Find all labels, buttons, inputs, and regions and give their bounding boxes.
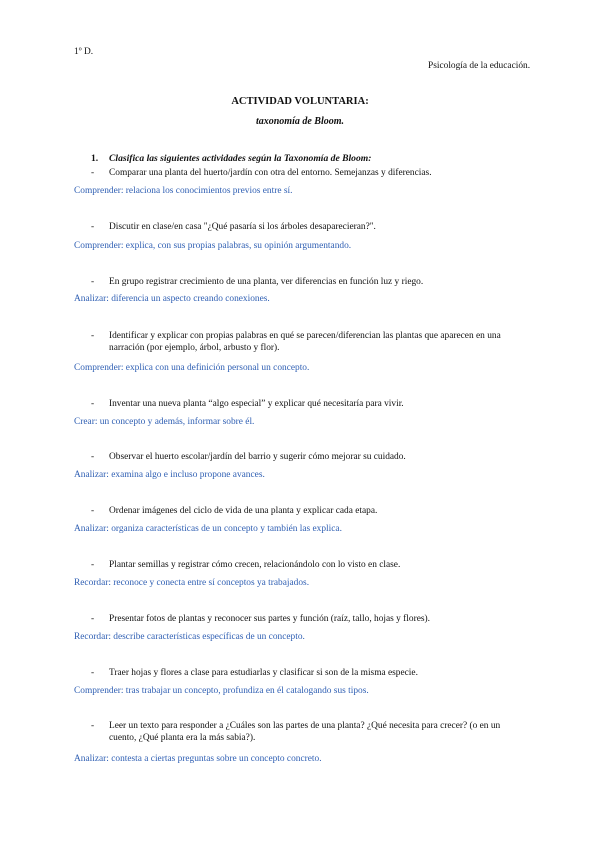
- activity-text: En grupo registrar crecimiento de una planta, ver diferencias en función luz y riego.: [109, 277, 424, 287]
- answer-text: Analizar: diferencia un aspecto creando conexiones.: [74, 294, 270, 304]
- list-dash: -: [91, 277, 95, 287]
- list-dash: -: [91, 222, 95, 232]
- page-title: ACTIVIDAD VOLUNTARIA:: [231, 96, 369, 107]
- list-dash: -: [91, 506, 95, 516]
- answer-text: Crear: un concepto y además, informar sobre él.: [74, 417, 255, 427]
- activity-text: Observar el huerto escolar/jardín del barrio y sugerir cómo mejorar su cuidado.: [109, 452, 406, 462]
- list-dash: -: [91, 452, 95, 462]
- list-dash: -: [91, 668, 95, 678]
- activity-text: Comparar una planta del huerto/jardín con otra del entorno. Semejanzas y diferencias.: [109, 168, 432, 178]
- list-dash: -: [91, 614, 95, 624]
- activity-text: Traer hojas y flores a clase para estudiarlas y clasificar si son de la misma especie.: [109, 668, 418, 678]
- activity-text: Inventar una nueva planta “algo especial” y explicar qué necesitaría para vivir.: [109, 399, 404, 409]
- list-dash: -: [91, 168, 95, 178]
- answer-text: Recordar: describe características específicas de un concepto.: [74, 632, 305, 642]
- course-name: Psicología de la educación.: [428, 61, 531, 71]
- list-dash: -: [91, 331, 95, 341]
- activity-text: Identificar y explicar con propias palabras en qué se parecen/diferencian las plantas que aparecen en una narración (por ejemplo, árbol, arbusto y flor).: [109, 331, 501, 353]
- answer-text: Analizar: contesta a ciertas preguntas sobre un concepto concreto.: [74, 754, 322, 764]
- page-subtitle: taxonomía de Bloom.: [255, 116, 345, 127]
- question-number: 1.: [91, 153, 99, 164]
- answer-text: Analizar: examina algo e incluso propone avances.: [74, 470, 265, 480]
- answer-text: Comprender: explica con una definición personal un concepto.: [74, 363, 310, 373]
- answer-text: Comprender: explica, con sus propias palabras, su opinión argumentando.: [74, 241, 352, 251]
- list-dash: -: [91, 721, 95, 731]
- group-label: 1º D.: [74, 47, 94, 57]
- answer-text: Comprender: tras trabajar un concepto, profundiza en él catalogando sus tipos.: [74, 686, 369, 696]
- list-dash: -: [91, 560, 95, 570]
- answer-text: Comprender: relaciona los conocimientos previos entre sí.: [74, 186, 293, 196]
- question-text: Clasifica las siguientes actividades según la Taxonomía de Bloom:: [109, 153, 372, 164]
- activity-text: Ordenar imágenes del ciclo de vida de una planta y explicar cada etapa.: [109, 506, 378, 516]
- activity-text: Leer un texto para responder a ¿Cuáles son las partes de una planta? ¿Qué necesita para crecer? (o en un cuento, ¿Qué planta era la más sabia?).: [109, 721, 501, 743]
- activity-text: Presentar fotos de plantas y reconocer sus partes y función (raíz, tallo, hojas y flores).: [109, 614, 430, 624]
- list-dash: -: [91, 399, 95, 409]
- answer-text: Analizar: organiza características de un concepto y también las explica.: [74, 524, 342, 534]
- activity-text: Discutir en clase/en casa "¿Qué pasaría si los árboles desaparecieran?".: [109, 222, 376, 232]
- activity-text: Plantar semillas y registrar cómo crecen, relacionándolo con lo visto en clase.: [109, 560, 401, 570]
- answer-text: Recordar: reconoce y conecta entre sí conceptos ya trabajados.: [74, 578, 310, 588]
